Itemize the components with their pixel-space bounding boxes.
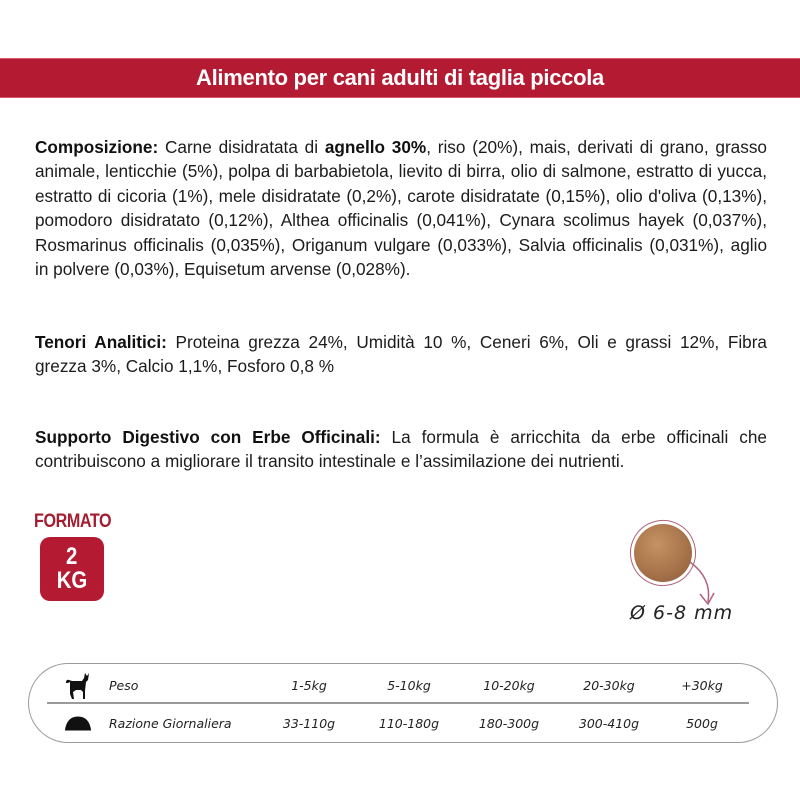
format-label: FORMATO — [34, 511, 112, 532]
table-row-daily-ration — [29, 704, 777, 742]
analytical-label: Tenori Analitici: — [35, 332, 167, 352]
digestive-support-paragraph — [35, 425, 767, 474]
food-bowl-icon — [63, 708, 93, 738]
table-row-weight — [29, 666, 777, 704]
table-cell: 110-180g — [378, 715, 440, 731]
table-cell: 33-110g — [282, 715, 336, 731]
composition-highlight: agnello 30% — [324, 137, 427, 157]
digestive-support-text: La formula è arricchita da erbe officinali che contribuiscono a migliorare il transito intestinale e l’assimilazione dei nutrienti. — [35, 427, 767, 472]
kibble-size-label: Ø 6-8 mm — [630, 602, 734, 624]
feeding-table — [28, 663, 778, 743]
row-label: Razione Giornaliera — [109, 715, 232, 731]
composition-text-b: , riso (20%), mais, derivati di grano, grasso animale, lenticchie (5%), polpa di barbabietola, lievito di birra, olio di salmone, estratto di yucca, estratto di cicoria (1%), mele disidratate (0,2%), carote disidratate (0,15%), olio d'oliva (0,13%), pomodoro disidratato (0,12%), Althea officinalis (0,041%), Cynara scolimus hayek (0,037%), Rosmarinus officinalis (0,035%), Origanum vulgare (0,033%), Salvia officinalis (0,031%), aglio in polvere (0,03%), Equisetum arvense (0,028%). — [35, 137, 767, 280]
digestive-support-label: Supporto Digestivo con Erbe Officinali: — [35, 427, 381, 447]
table-cell: 500g — [686, 715, 718, 731]
format-value: 2 — [66, 543, 78, 570]
table-cell: +30kg — [681, 677, 723, 693]
table-cell: 10-20kg — [483, 677, 535, 693]
composition-label: Composizione: — [35, 137, 159, 157]
analytical-paragraph — [35, 330, 767, 379]
header-banner — [0, 58, 800, 98]
table-cell: 180-300g — [478, 715, 540, 731]
format-badge — [40, 537, 104, 601]
composition-paragraph — [35, 135, 767, 281]
table-cell: 20-30kg — [583, 677, 635, 693]
row-label: Peso — [109, 677, 139, 693]
table-cell: 300-410g — [578, 715, 640, 731]
page-title: Alimento per cani adulti di taglia piccola — [196, 65, 604, 90]
dog-icon — [63, 670, 93, 700]
composition-text-a: Carne disidratata di — [158, 137, 325, 157]
format-unit: KG — [56, 567, 88, 594]
table-cell: 1-5kg — [291, 677, 327, 693]
table-cell: 5-10kg — [387, 677, 431, 693]
analytical-text: Proteina grezza 24%, Umidità 10 %, Ceneri 6%, Oli e grassi 12%, Fibra grezza 3%, Calcio 1,1%, Fosforo 0,8 % — [35, 332, 767, 377]
